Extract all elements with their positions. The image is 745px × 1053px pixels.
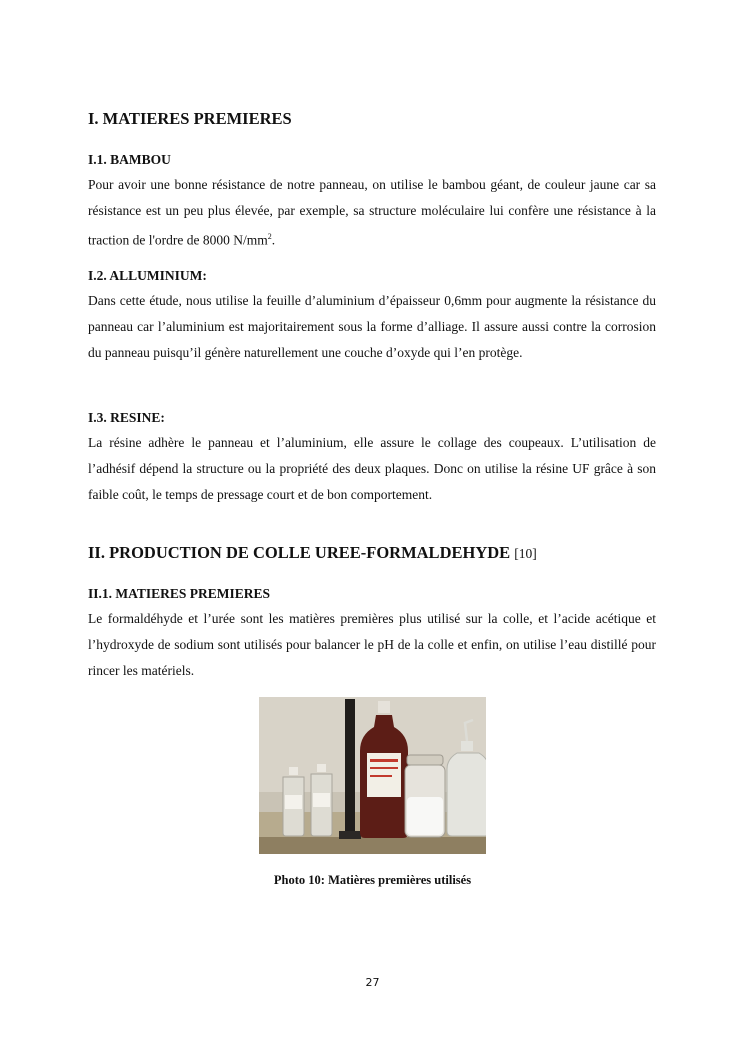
citation-ref: [10] bbox=[514, 546, 537, 561]
photo-raw-materials bbox=[259, 697, 486, 854]
photo-caption: Photo 10: Matières premières utilisés bbox=[273, 873, 472, 887]
subsection-1-3-title: I.3. RESINE: bbox=[88, 410, 165, 425]
section-2-title: II. PRODUCTION DE COLLE UREE-FORMALDEHYDE [10] bbox=[88, 543, 537, 562]
subsection-1-1-text: Pour avoir une bonne résistance de notre panneau, on utilise le bambou géant, de couleur jaune car sa résistance est un peu plus élevée, par exemple, sa structure moléculaire lui confère une résistance à la traction de l'ordre de 8000 $N/mm^2$. bbox=[88, 177, 656, 248]
subsection-2-1-text: Le formaldéhyde et l’urée sont les matières premières plus utilisé sur la colle, et l’acide acétique et l’hydroxyde de sodium sont utilisés pour balancer le pH de la colle et enfin, on utilise l’eau distillé pour rincer les matériels. bbox=[88, 611, 656, 678]
small-bottle-left bbox=[283, 767, 304, 836]
glass-jar bbox=[405, 755, 445, 837]
page-number: 27 bbox=[365, 976, 380, 989]
subsection-1-3-text: La résine adhère le panneau et l’aluminium, elle assure le collage des coupeaux. L’utilisation de l’adhésif dépend la structure ou la propriété des deux plaques. Donc on utilise la résine UF grâce à son faible coût, le temps de pressage court et de bon comportement. bbox=[88, 435, 656, 502]
subsection-2-1-title: II.1. MATIERES PREMIERES bbox=[88, 586, 271, 601]
small-bottle-right bbox=[311, 764, 332, 836]
section-1-title: I. MATIERES PREMIERES bbox=[88, 109, 292, 128]
subsection-1-1-title: I.1. BAMBOU bbox=[88, 152, 171, 167]
subsection-1-2-text: Dans cette étude, nous utilise la feuille d’aluminium d’épaisseur 0,6mm pour augmente la résistance du panneau car l’aluminium est majoritairement sous la forme d’alliage. Il assure aussi contre la corrosion du panneau puisqu’il génère naturellement une couche d’oxyde qui l’en protège. bbox=[88, 293, 656, 360]
subsection-1-2-title: I.2. ALLUMINIUM: bbox=[88, 268, 207, 283]
